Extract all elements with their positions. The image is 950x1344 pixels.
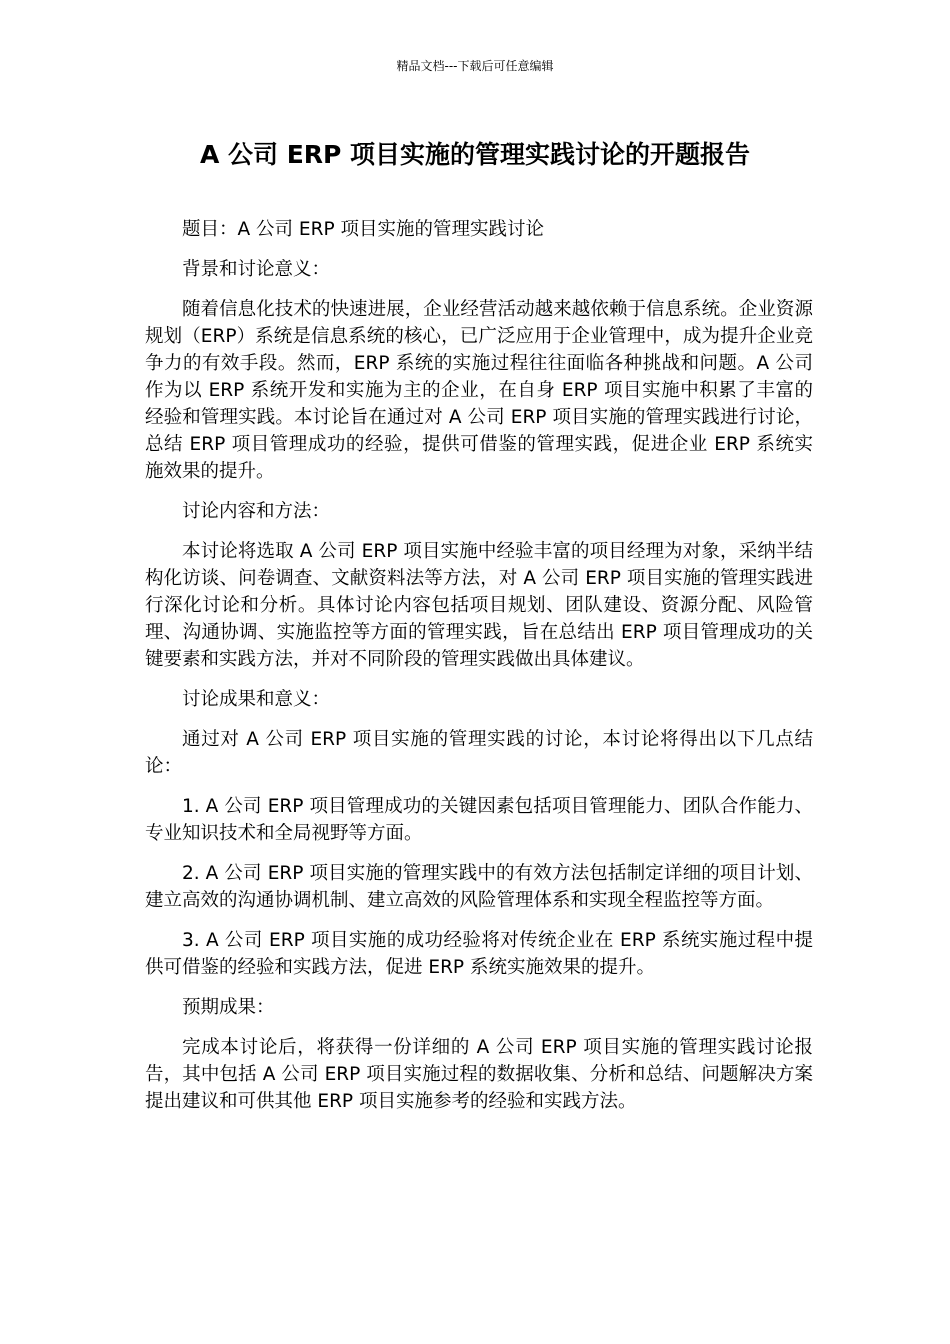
heading-content-method: 讨论内容和方法： [182, 501, 331, 522]
document-body [145, 216, 813, 1128]
paragraph-results-intro: 通过对 A 公司 ERP 项目实施的管理实践的讨论，本讨论将得出以下几点结论： [145, 729, 813, 777]
paragraph-content-method: 本讨论将选取 A 公司 ERP 项目实施中经验丰富的项目经理为对象，采纳半结构化访谈、问卷调查、文献资料法等方法，对 A 公司 ERP 项目实施的管理实践进行深化讨论和分析。具体讨论内容包括项目规划、团队建设、资源分配、风险管理、沟通协调、实施监控等方面的管理实践，旨在总结出 ERP 项目管理成功的关键要素和实践方法，并对不同阶段的管理实践做出具体建议。 [145, 541, 813, 670]
conclusion-item: 1. A 公司 ERP 项目管理成功的关键因素包括项目管理能力、团队合作能力、专业知识技术和全局视野等方面。 [145, 796, 813, 844]
heading-background: 背景和讨论意义： [182, 259, 331, 280]
header-note: 精品文档---下载后可任意编辑 [396, 59, 554, 73]
paragraph-background: 随着信息化技术的快速进展，企业经营活动越来越依赖于信息系统。企业资源规划（ERP）系统是信息系统的核心，已广泛应用于企业管理中，成为提升企业竞争力的有效手段。然而，ERP 系统的实施过程往往面临各种挑战和问题。A 公司作为以 ERP 系统开发和实施为主的企业，在自身 ERP 项目实施中积累了丰富的经验和管理实践。本讨论旨在通过对 A 公司 ERP 项目实施的管理实践进行讨论，总结 ERP 项目管理成功的经验，提供可借鉴的管理实践，促进企业 ERP 系统实施效果的提升。 [145, 299, 813, 482]
conclusion-item: 3. A 公司 ERP 项目实施的成功经验将对传统企业在 ERP 系统实施过程中提供可借鉴的经验和实践方法，促进 ERP 系统实施效果的提升。 [145, 930, 813, 978]
heading-results: 讨论成果和意义： [182, 689, 331, 710]
heading-expected-results: 预期成果： [182, 997, 275, 1018]
paragraph-expected-results: 完成本讨论后，将获得一份详细的 A 公司 ERP 项目实施的管理实践讨论报告，其中包括 A 公司 ERP 项目实施过程的数据收集、分析和总结、问题解决方案提出建议和可供其他 ERP 项目实施参考的经验和实践方法。 [145, 1037, 813, 1112]
conclusion-item: 2. A 公司 ERP 项目实施的管理实践中的有效方法包括制定详细的项目计划、建立高效的沟通协调机制、建立高效的风险管理体系和实现全程监控等方面。 [145, 863, 813, 911]
paragraph-topic: 题目：A 公司 ERP 项目实施的管理实践讨论 [182, 219, 544, 240]
document-title: A 公司 ERP 项目实施的管理实践讨论的开题报告 [199, 140, 751, 169]
